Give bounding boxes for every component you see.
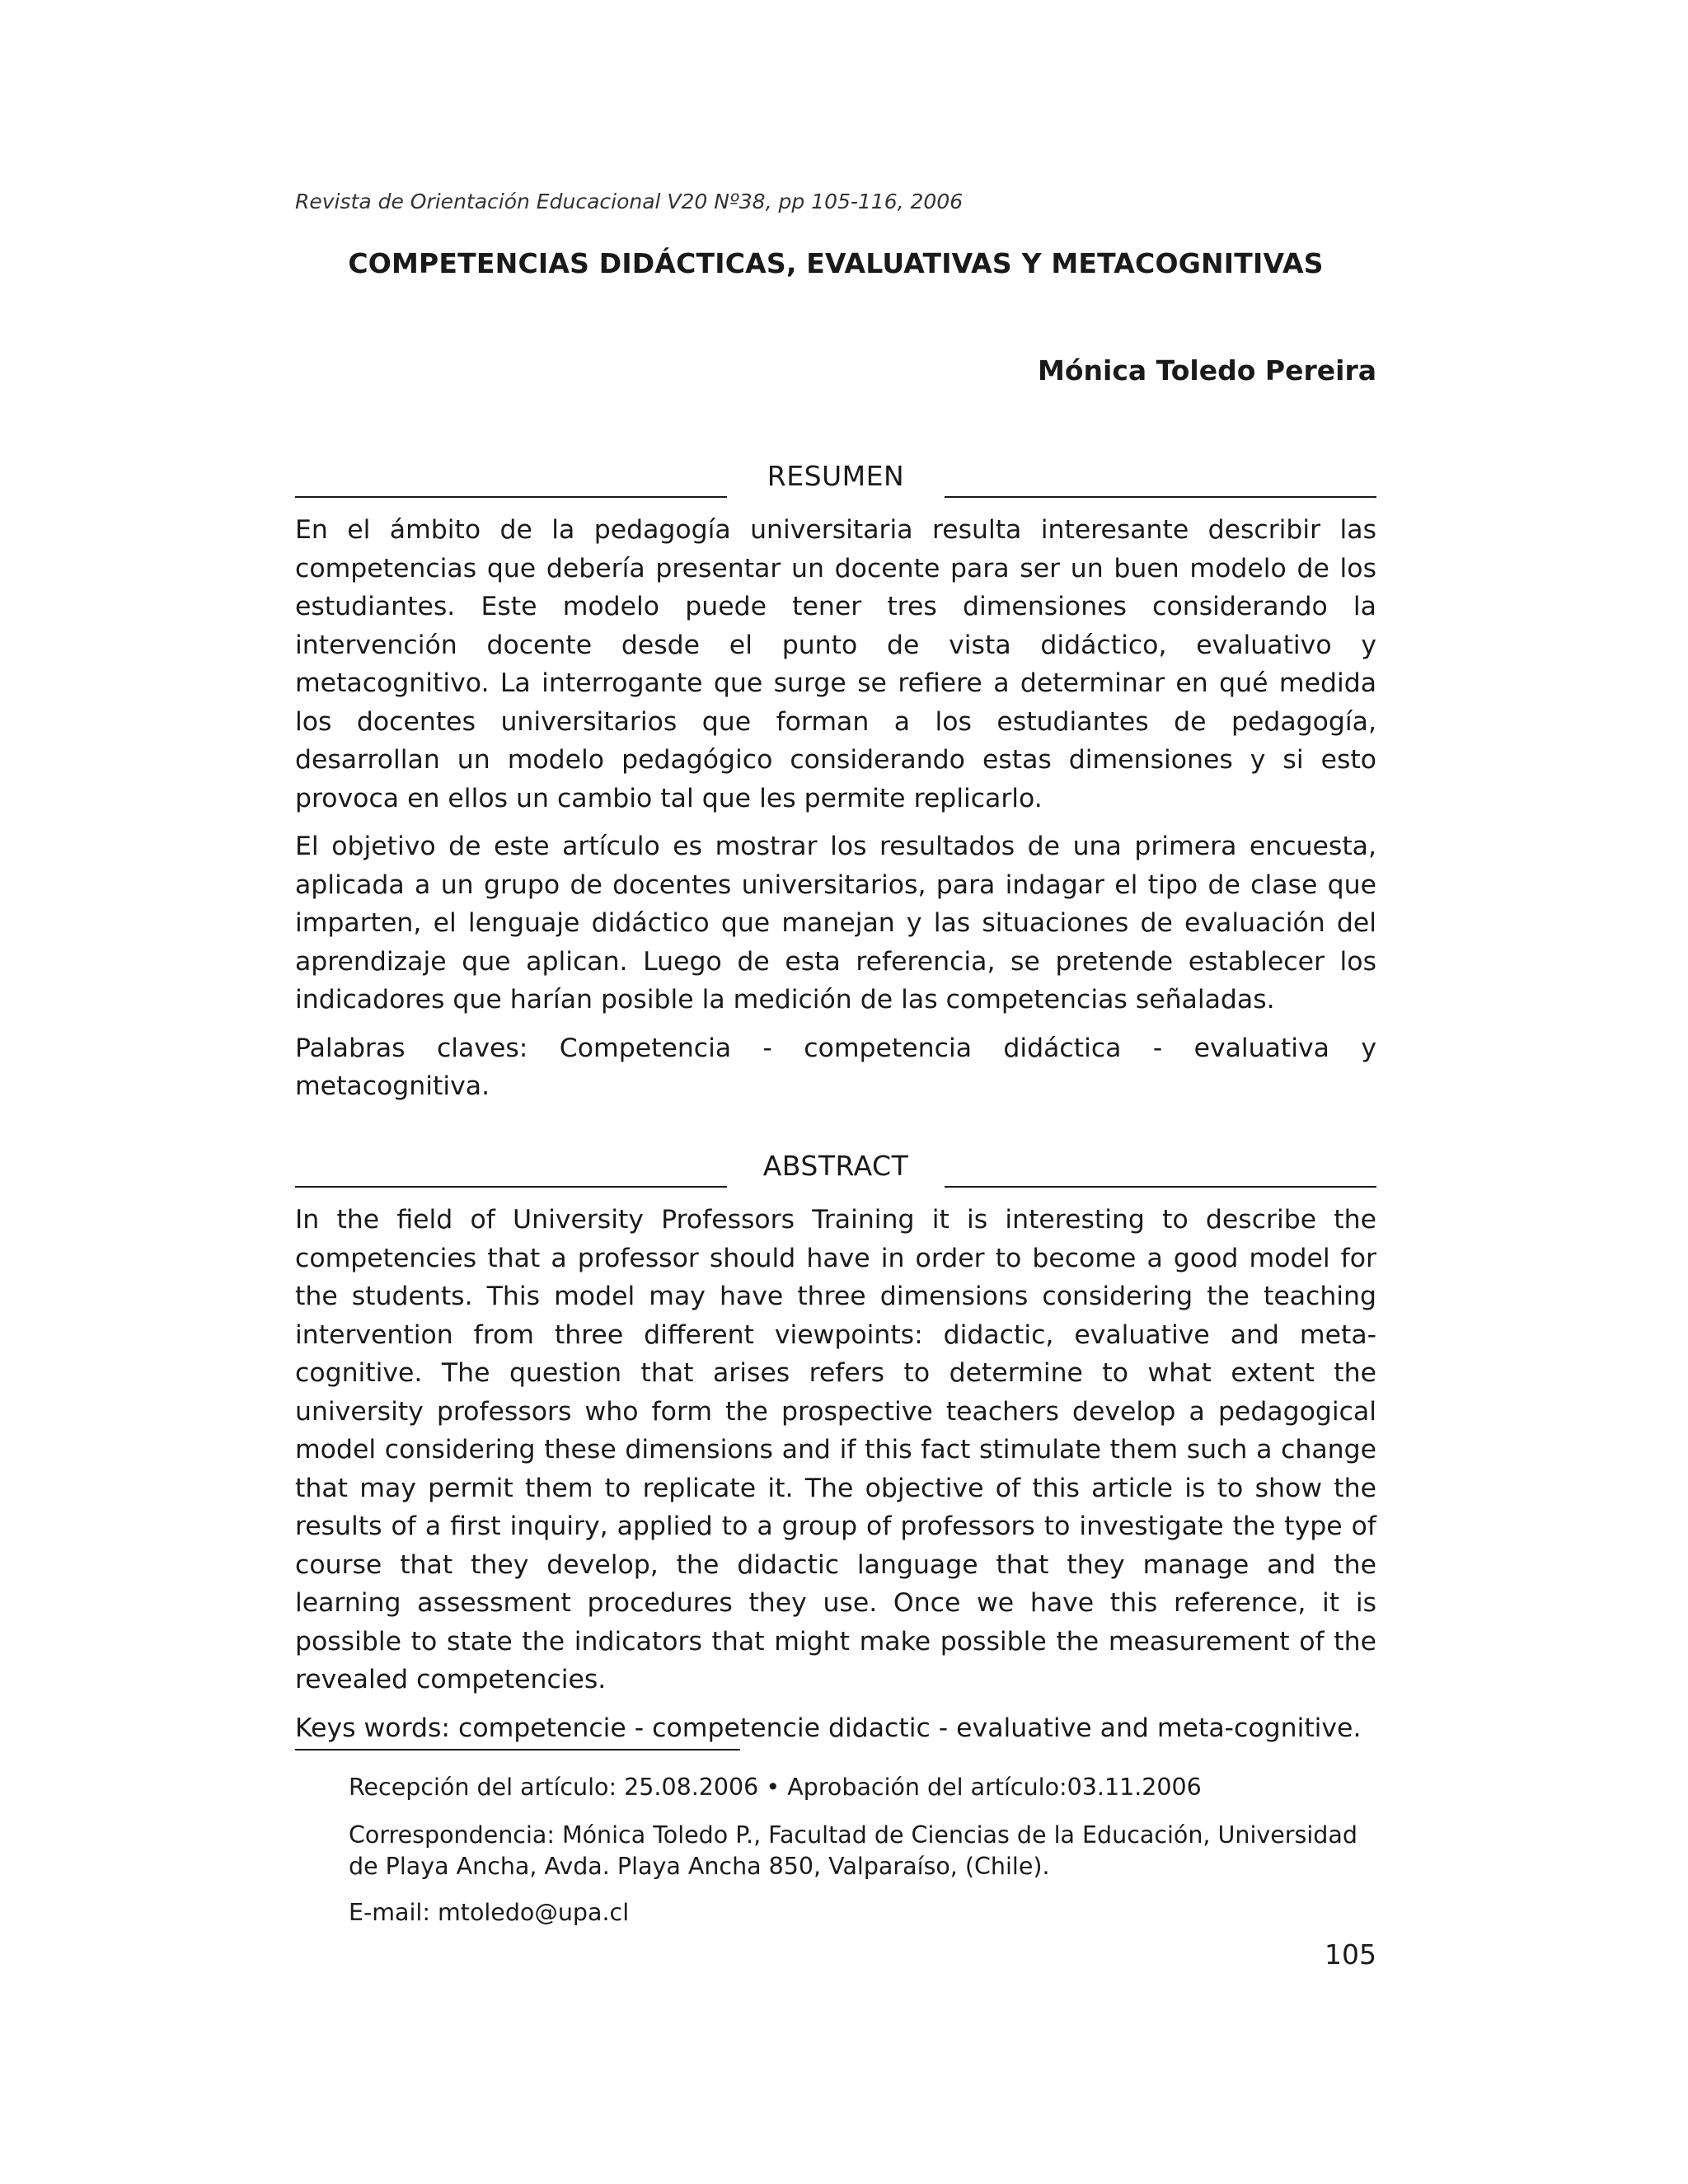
email: E-mail: mtoledo@upa.cl [349,1899,630,1926]
resumen-rule-right [945,496,1376,498]
abstract-body [295,1201,1376,1757]
resumen-heading: RESUMEN [767,460,905,492]
abstract-paragraph-1: In the field of University Professors Training it is interesting to describe the competencies that a professor should have in order to become a good model for the students. This model may have three dimensions considering the teaching intervention from three different viewpoints: didactic, evaluative and meta-cognitive. The question that arises refers to determine to what extent the university professors who form the prospective teachers develop a pedagogical model considering these dimensions and if this fact stimulate them such a change that may permit them to replicate it. The objective of this article is to show the results of a first inquiry, applied to a group of professors to investigate the type of course that they develop, the didactic language that they manage and the learning assessment procedures they use. Once we have this reference, it is possible to state the indicators that might make possible the measurement of the revealed competencies. [295,1205,1376,1694]
abstract-rule-right [945,1186,1376,1188]
resumen-keywords: Palabras claves: Competencia - competencia didáctica - evaluativa y metacognitiva. [295,1033,1376,1101]
abstract-heading: ABSTRACT [762,1150,909,1182]
abstract-keywords: Keys words: competencie - competencie didactic - evaluative and meta-cognitive. [295,1713,1362,1743]
resumen-paragraph-1: En el ámbito de la pedagogía universitaria resulta interesante describir las competencias que debería presentar un docente para ser un buen modelo de los estudiantes. Este modelo puede tener tres dimensiones considerando la intervención docente desde el punto de vista didáctico, evaluativo y metacognitivo. La interrogante que surge se refiere a determinar en qué medida los docentes universitarios que forman a los estudiantes de pedagogía, desarrollan un modelo pedagógico considerando estas dimensiones y si esto provoca en ellos un cambio tal que les permite replicarlo. [295,515,1376,813]
resumen-header [295,460,1376,501]
journal-citation: Revista de Orientación Educacional V20 Nº38, pp 105-116, 2006 [295,190,964,213]
abstract-rule-left [295,1186,727,1188]
correspondence: Correspondencia: Mónica Toledo P., Facultad de Ciencias de la Educación, Universidad de Playa Ancha, Avda. Playa Ancha 850, Valparaíso, (Chile). [349,1821,1357,1880]
abstract-header [295,1150,1376,1191]
footnote-rule [295,1749,740,1750]
resumen-paragraph-2: El objetivo de este artículo es mostrar los resultados de una primera encuesta, aplicada a un grupo de docentes universitarios, para indagar el tipo de clase que imparten, el lenguaje didáctico que manejan y las situaciones de evaluación del aprendizaje que aplican. Luego de esta referencia, se pretende establecer los indicadores que harían posible la medición de las competencias señaladas. [295,832,1376,1015]
resumen-body [295,511,1376,1116]
resumen-rule-left [295,496,727,498]
received-dates: Recepción del artículo: 25.08.2006 • Aprobación del artículo:03.11.2006 [349,1774,1202,1801]
author-name: Mónica Toledo Pereira [1038,354,1376,387]
article-title: COMPETENCIAS DIDÁCTICAS, EVALUATIVAS Y METACOGNITIVAS [348,247,1324,279]
footnotes [349,1772,1376,1943]
page-number: 105 [1325,1938,1376,1971]
